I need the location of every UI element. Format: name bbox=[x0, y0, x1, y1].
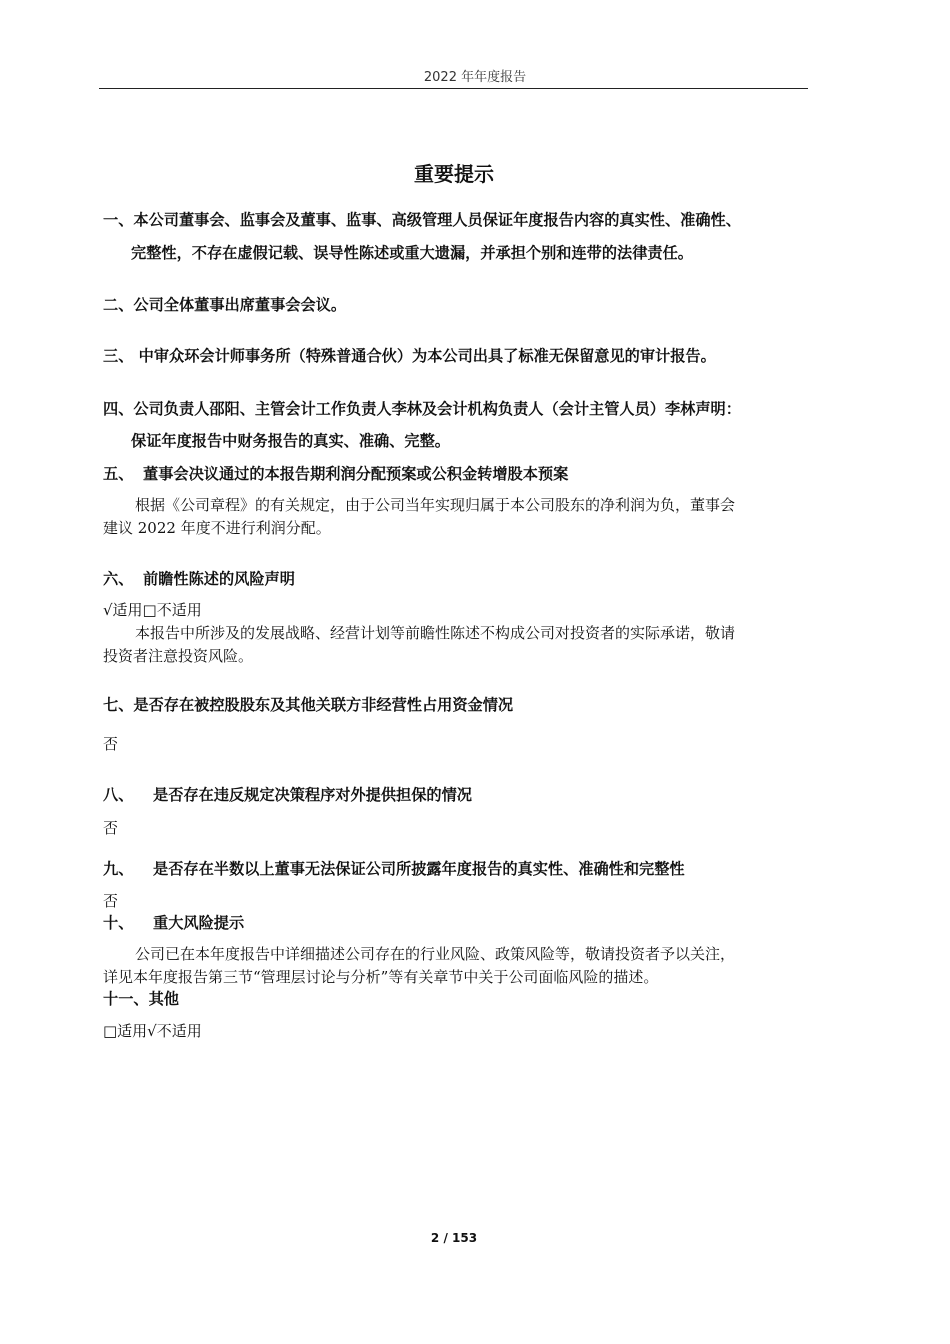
section-6-number: 六、 bbox=[103, 570, 134, 588]
section-7-answer: 否 bbox=[103, 735, 119, 753]
section-10-body-line-2: 详见本年度报告第三节“管理层讨论与分析”等有关章节中关于公司面临风险的描述。 bbox=[103, 968, 659, 986]
header-rule bbox=[99, 88, 808, 89]
section-8-number: 八、 bbox=[103, 786, 134, 804]
section-6-heading: 前瞻性陈述的风险声明 bbox=[143, 570, 295, 588]
section-9-answer: 否 bbox=[103, 892, 119, 910]
section-9-number: 九、 bbox=[103, 860, 134, 878]
section-5-heading: 董事会决议通过的本报告期利润分配预案或公积金转增股本预案 bbox=[143, 465, 569, 483]
section-6-body-line-2: 投资者注意投资风险。 bbox=[103, 647, 254, 665]
section-10-heading: 重大风险提示 bbox=[153, 914, 245, 932]
section-5-number: 五、 bbox=[103, 465, 134, 483]
page-header: 2022 年年度报告 bbox=[423, 70, 527, 85]
section-11-applicability: □适用√不适用 bbox=[103, 1022, 202, 1040]
section-8-heading: 是否存在违反规定决策程序对外提供担保的情况 bbox=[153, 786, 472, 804]
section-5-body-line-2: 建议 2022 年度不进行利润分配。 bbox=[103, 519, 331, 537]
section-8-answer: 否 bbox=[103, 819, 119, 837]
page-title: 重要提示 bbox=[414, 162, 494, 186]
section-9-heading: 是否存在半数以上董事无法保证公司所披露年度报告的真实性、准确性和完整性 bbox=[153, 860, 685, 878]
section-1-line-2: 完整性，不存在虚假记载、误导性陈述或重大遗漏，并承担个别和连带的法律责任。 bbox=[131, 244, 693, 262]
section-1-line-1: 一、本公司董事会、监事会及董事、监事、高级管理人员保证年度报告内容的真实性、准确性、 bbox=[103, 211, 741, 229]
page-number: 2 / 153 bbox=[430, 1231, 478, 1245]
section-3-heading: 三、 中审众环会计师事务所（特殊普通合伙）为本公司出具了标准无保留意见的审计报告。 bbox=[103, 347, 716, 365]
section-10-number: 十、 bbox=[103, 914, 134, 932]
section-2-heading: 二、公司全体董事出席董事会会议。 bbox=[103, 296, 346, 314]
section-11-heading: 十一、其他 bbox=[103, 990, 179, 1008]
section-5-body-line-1: 根据《公司章程》的有关规定，由于公司当年实现归属于本公司股东的净利润为负，董事会 bbox=[135, 496, 736, 514]
section-6-applicability: √适用□不适用 bbox=[103, 601, 202, 619]
section-6-body-line-1: 本报告中所涉及的发展战略、经营计划等前瞻性陈述不构成公司对投资者的实际承诺，敬请 bbox=[135, 624, 736, 642]
section-7-heading: 七、是否存在被控股股东及其他关联方非经营性占用资金情况 bbox=[103, 696, 514, 714]
section-4-line-2: 保证年度报告中财务报告的真实、准确、完整。 bbox=[131, 432, 450, 450]
section-10-body-line-1: 公司已在本年度报告中详细描述公司存在的行业风险、政策风险等，敬请投资者予以关注， bbox=[135, 945, 736, 963]
section-4-line-1: 四、公司负责人邵阳、主管会计工作负责人李林及会计机构负责人（会计主管人员）李林声明： bbox=[103, 400, 741, 418]
